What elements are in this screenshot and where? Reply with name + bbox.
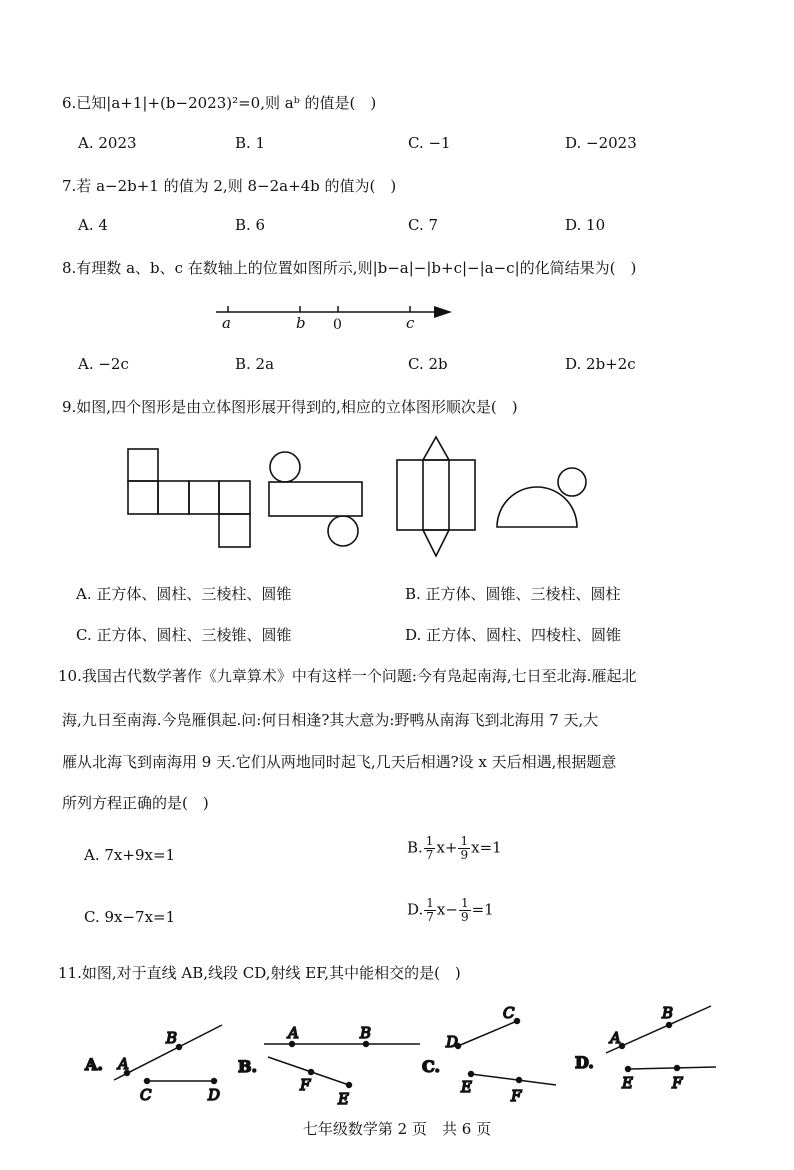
q11-b-point-3: F [300,1076,311,1094]
q10-option-d-end: =1 [471,900,494,919]
q9-option-d: D. 正方体、圆柱、四棱柱、圆锥 [405,626,622,644]
q11-a-point-1: A [118,1055,129,1073]
q9-option-b: B. 正方体、圆锥、三棱柱、圆柱 [405,585,621,603]
q10-line-2: 海,九日至南海.今凫雁俱起.问:何日相逢?其大意为:野鸭从南海飞到北海用 7 天,大 [62,711,599,729]
q11-b-point-4: E [338,1090,349,1108]
q8-stem: 8.有理数 a、b、c 在数轴上的位置如图所示,则|b−a|−|b+c|−|a−c|的化简结果为( ) [62,259,637,277]
q8-option-c: C. 2b [408,355,448,373]
q11-d-point-1: A [610,1029,621,1047]
numberline-c-label: c [406,314,415,332]
q11-b-point-1: A [288,1024,299,1042]
q11-a-point-4: D [208,1086,221,1104]
q11-d-point-2: B [662,1004,674,1022]
q6-stem: 6.已知|a+1|+(b−2023)²=0,则 aᵇ 的值是( ) [62,94,377,112]
q7-stem: 7.若 a−2b+1 的值为 2,则 8−2a+4b 的值为( ) [62,177,397,195]
q10-line-1: 10.我国古代数学著作《九章算术》中有这样一个问题:今有凫起南海,七日至北海.雁起北 [58,667,637,685]
q10-option-a: A. 7x+9x=1 [84,846,176,864]
q11-figure-c-option: C. [422,1057,441,1076]
q6-option-b: B. 1 [235,134,266,152]
q10-option-d-label: D. [407,900,424,919]
q9-option-c: C. 正方体、圆柱、三棱锥、圆锥 [76,626,292,644]
numberline-a-label: a [222,314,231,332]
q11-d-point-3: E [622,1074,633,1092]
q11-a-point-3: C [140,1086,152,1104]
q11-c-point-4: F [511,1087,522,1105]
q11-c-point-3: E [461,1078,472,1096]
q6-option-d: D. −2023 [565,134,637,152]
q10-option-c: C. 9x−7x=1 [84,908,176,926]
q6-option-a: A. 2023 [78,134,137,152]
q11-figure-d [575,1004,716,1092]
q11-stem: 11.如图,对于直线 AB,线段 CD,射线 EF,其中能相交的是( ) [58,964,461,982]
q10-option-b-label: B. [407,838,423,857]
fraction-numerator: 1 [460,896,469,910]
page-footer: 七年级数学第 2 页 共 6 页 [302,1120,492,1138]
q9-option-a: A. 正方体、圆柱、三棱柱、圆锥 [76,585,292,603]
q11-figure-d-option: D. [575,1053,594,1072]
q7-option-b: B. 6 [235,216,266,234]
fraction-numerator: 1 [426,896,434,910]
q7-option-d: D. 10 [565,216,606,234]
q11-a-point-2: B [166,1029,178,1047]
q11-figure-a [84,1025,222,1104]
q11-d-point-4: F [672,1074,683,1092]
q11-c-point-2: C [503,1004,515,1022]
q10-line-3: 雁从北海飞到南海用 9 天.它们从两地同时起飞,几天后相遇?设 x 天后相遇,根据题意 [62,753,617,771]
q6-option-c: C. −1 [408,134,451,152]
q8-option-b: B. 2a [235,355,275,373]
q11-figure-b-option: B. [238,1057,258,1076]
q8-option-d: D. 2b+2c [565,355,636,373]
q10-option-b-mid: x+ [436,838,458,857]
q11-figure-c [422,1004,556,1105]
q10-option-d-mid: x− [436,900,458,919]
q8-option-a: A. −2c [78,355,129,373]
q10-option-b-end: x=1 [471,838,502,857]
numberline-zero-label: 0 [333,317,342,333]
q7-option-a: A. 4 [78,216,108,234]
q7-option-c: C. 7 [408,216,439,234]
fraction-denominator: 9 [460,848,469,862]
fraction-numerator: 1 [425,834,434,848]
fraction-denominator: 7 [425,848,434,862]
fraction-denominator: 9 [460,910,469,924]
q11-b-point-2: B [360,1024,372,1042]
q11-c-point-1: D [446,1033,459,1051]
q11-figure-a-option: A. [85,1055,103,1074]
numberline-b-label: b [296,314,306,332]
q10-line-4: 所列方程正确的是( ) [62,794,209,812]
q9-stem: 9.如图,四个图形是由立体图形展开得到的,相应的立体图形顺次是( ) [62,398,518,416]
q11-figure-b [238,1024,420,1108]
fraction-denominator: 7 [426,910,434,924]
fraction-numerator: 1 [460,834,469,848]
